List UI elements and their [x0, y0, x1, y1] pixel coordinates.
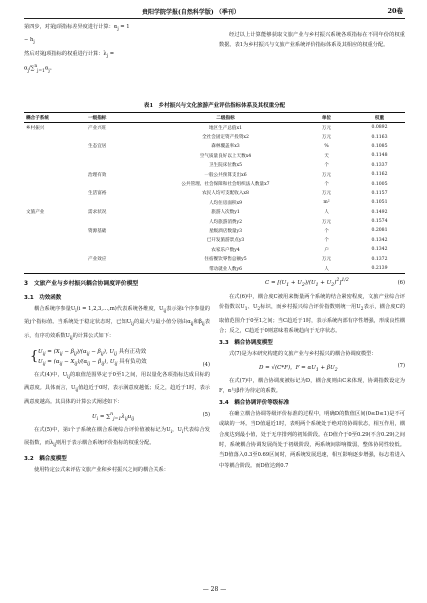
table-cell: 户 [324, 247, 329, 253]
table-cell: 0.1162 [371, 172, 388, 178]
table-cell: 产业效应 [88, 257, 107, 263]
efficacy-para: 耦合系统序参量$U_i(i$ = 1,2,3,…,m)代表系统各维度，$U_{ij}$表示第i个序参量的第j个指标值。当系统处于稳定状态时，已知$U_{ij}$的最大与最小值分别由$\alpha_{ij}$和$\beta_{ij}$表示，有序功效系数$U_{ij}$的计算公式如下： [24, 306, 210, 341]
coordination-model-para: 式(7)是为本研究构建的文旅产业与乡村振兴的耦合协调度模型： [229, 351, 377, 358]
table-cell: 生活富裕 [88, 191, 107, 197]
table-cell: 0.0892 [371, 125, 388, 131]
table-row [24, 179, 405, 188]
table-cell: 0.2081 [371, 228, 388, 234]
table-row [24, 208, 405, 217]
table-header-row [24, 113, 405, 123]
table-row [24, 142, 405, 151]
journal-name: 贵阳学院学报(自然科学版) （季刊） [142, 9, 240, 16]
col-header: 权重 [354, 113, 405, 123]
table-cell: 生态宜居 [88, 144, 107, 150]
table-cell [24, 254, 86, 263]
table-cell: 0.1005 [371, 181, 388, 187]
top-right-text [219, 30, 405, 51]
table-row [24, 132, 405, 141]
table-cell: 已开发旅游景点y3 [206, 238, 245, 244]
equation-number: (7) [397, 362, 405, 369]
table-cell: 公共管理、社会保障和社会组织法人数量x7 [181, 182, 270, 188]
table-caption: 表1 乡村振兴与文化旅游产业评估指标体系及其权重分配 [143, 103, 286, 109]
table-row [24, 226, 405, 235]
indicator-table [24, 112, 405, 274]
table-cell: 人均住房面积x9 [208, 200, 243, 206]
table-cell [86, 179, 152, 188]
formula-6: $C = [(U_1 + U_2)/(U_1 + U_2)^2]^{1/2}$ (6) [265, 278, 405, 288]
coupling-intro-para: 使用特定公式来评估文旅产业和乡村振兴之间的耦合关系： [34, 466, 169, 473]
table-cell [24, 132, 86, 141]
table-cell [24, 179, 86, 188]
u-range-para: 在式(4)中，$U_{ij}$的取值范围界定于0至1之间，用以量化各项指标达成目标的满意度。具体而言，$U_{ij}$值趋近于0时，表示满意度越低；反之，趋近于1时，表示满意度越高。其具体的计算公式阐述如下： [24, 371, 210, 405]
table-cell [24, 170, 86, 179]
table-cell [86, 151, 152, 160]
table-cell: 地区生产总值x1 [208, 125, 243, 131]
table-cell [86, 132, 152, 141]
col-header: 耦合子系统 [24, 113, 86, 123]
equation-number: (4) [202, 361, 210, 368]
table-cell: m² [323, 200, 330, 206]
left-column [24, 277, 210, 475]
table-cell: 空气质量良好以上天数x4 [199, 153, 252, 159]
table-cell: 带动就业人数y6 [152, 264, 299, 274]
table-cell: 个 [324, 182, 329, 188]
table-cell [24, 264, 86, 274]
formula-7: D = √(C*F)，$F = \alpha U_1 + \beta U_2$ (7) [259, 362, 405, 373]
table-cell: 0.1157 [371, 190, 388, 196]
subsection-heading-3-1: 3.1 功效函数 [24, 295, 62, 301]
table-cell: 人 [299, 264, 354, 274]
table-cell [24, 217, 86, 226]
grade-standard-para: 在确立耦合协调等级评价标准的过程中，明确D的数值区间(0≤D≤1)是不可或缺的一环。当D值逼近1时，表明两个系统处于绝对的协调状态，相互作用，耦合度达到最小值，处于无序排列的初始阶段。在D值介于0至0.29(不含0.29)之间时，系统耦合协调发展尚处于初级阶段，两系统间影响微弱，整体协同性较低。当D值落入0.3至0.69区间时，两系统发展迅速，相互影响逐步增强，标志着进入中等耦合阶段。而D值达到0.7 [219, 411, 405, 469]
table-row [24, 151, 405, 160]
coordination-desc-para: 在式(7)中，耦合协调度被标记为D，耦合度则由C来体现，协调指数设定为F，α与β作为待定的系数。 [219, 377, 405, 394]
weight-para: 然后对第j项指标的权重进行计算：$\lambda_j$ = $\alpha_j/\sum^n_{j=1}\alpha_j$。 [24, 50, 115, 74]
table-cell: 全社会固定资产投资x2 [202, 135, 249, 141]
table-cell: 治理有效 [88, 172, 107, 178]
table-cell [86, 236, 152, 245]
table-cell: 农家乐户数y4 [211, 247, 240, 253]
step4-para: 第四步，对第j项指标差异度进行计算：$\alpha_j = 1$ − $h_j$ [24, 24, 130, 46]
volume-label: 20卷 [387, 7, 403, 15]
composite-index-para: 在式(5)中，第i个子系统在耦合系统综合评价值被标记为$U_i$，$U_i$代表综合发展指数，而$\lambda_{ij}$则用于表示耦合系统评价指标的权重分配。 [24, 426, 210, 449]
table-cell: % [324, 143, 329, 149]
table-cell: 万元 [321, 191, 332, 197]
table-cell: 乡村振兴 [26, 125, 45, 131]
table-row [24, 264, 405, 274]
table-cell: 需求状况 [88, 210, 107, 216]
subsection-heading-3-3: 3.3 耦合协调度模型 [219, 340, 273, 347]
table-row [24, 236, 405, 245]
table-cell: 0.1342 [371, 237, 388, 243]
table-row [24, 245, 405, 254]
table-cell: 文旅产业 [26, 210, 45, 216]
table-cell [86, 217, 152, 226]
subsection-heading-3-4: 3.4 耦合协调评价等级标准 [219, 400, 290, 407]
right-column [219, 276, 405, 471]
table-cell [24, 236, 86, 245]
table-cell: 个 [324, 163, 329, 169]
table-cell: 森林覆盖率x3 [211, 144, 240, 150]
table-cell: 星级酒店数量y3 [208, 228, 243, 234]
table-cell [24, 198, 86, 207]
weights-intro-para: 经过以上计算能够获取文旅产业与乡村振兴系统各项指标在不同年份的权重数据。表1为乡村振兴与文旅产业系统评价指标体系及其相应的权重分配。 [219, 32, 405, 49]
col-header: 二级指标 [152, 113, 299, 123]
table-cell: 0.1148 [371, 153, 388, 159]
table-cell: 住宿餐饮零售总额y5 [204, 257, 247, 263]
equation-number: (5) [202, 411, 210, 418]
table-cell: 农民人均可支配收入x8 [202, 191, 249, 197]
formula-5: $U_i = \sum^n_{j=1}\lambda_{ij}u_{ij}$ (5) [92, 411, 210, 422]
table-cell [24, 142, 86, 151]
table-cell [86, 245, 152, 254]
table-cell: 0.1492 [371, 209, 388, 215]
table-cell: 万元 [321, 135, 332, 141]
table-row [24, 254, 405, 263]
table-cell: 0.1085 [371, 143, 388, 149]
table-cell: 个 [324, 228, 329, 234]
table-cell [24, 226, 86, 235]
table-cell [24, 245, 86, 254]
table-cell: 0.1163 [371, 134, 388, 140]
table-cell: 人均旅游消费y2 [208, 219, 243, 225]
table-cell: 万元 [321, 257, 332, 263]
table-cell: 产业兴旺 [88, 125, 107, 131]
table-row [24, 161, 405, 170]
table-cell: 一般公共预算支出x6 [204, 172, 247, 178]
table-cell: 0.2139 [354, 264, 405, 274]
subsection-heading-3-2: 3.2 耦合度模型 [24, 455, 67, 462]
table-row [24, 189, 405, 198]
table-block [24, 101, 405, 274]
table-row [24, 170, 405, 179]
table-cell: 万元 [321, 219, 332, 225]
equation-number: (6) [397, 280, 405, 286]
table-cell: 0.1574 [371, 219, 388, 225]
table-cell [24, 161, 86, 170]
table-cell: 0.1337 [371, 162, 388, 168]
table-cell: 万元 [321, 125, 332, 131]
table-cell: 0.1342 [371, 247, 388, 253]
running-header [24, 6, 405, 19]
col-header: 一级指标 [86, 113, 152, 123]
section-heading-3: 3 文旅产业与乡村振兴耦合协调度评价模型 [24, 281, 139, 287]
coupling-degree-para: 在式(6)中，耦合度C被用来衡量两个系统的结合紧密程度，文旅产业综合评价指数以$U_1$、$U_2$标识，而乡村振兴综合评价指数则统一用$U_2$表示，耦合度C的取值范围介于0至1之间；当C趋近于1时，表示系统内部有序性增强，形成良性耦合；反之，C趋近于0则意味着系统趋向于无序状态。 [219, 294, 406, 334]
table-cell: 旅游人次数y1 [211, 210, 240, 216]
table-cell [86, 161, 152, 170]
table-cell: 万元 [321, 172, 332, 178]
table-cell: 个 [324, 238, 329, 244]
table-cell [86, 198, 152, 207]
table-cell: 卫生院床位数x5 [208, 163, 243, 169]
table-cell: 0.1051 [371, 200, 388, 206]
table-cell: 天 [324, 153, 329, 159]
top-left-text [24, 22, 210, 77]
formula-4: { $U_{ij} = (X_{ij} - \beta_{ij})/(\alpha_{ij} - \beta_{ij})$, $U_{ij}$ 具有正功效 $U_{ij} = (\alpha_{ij} - X_{ij})/(\alpha_{ij} - \beta_{ij})$, $U_{ij}$ 具有负功效 (4) [30, 348, 210, 368]
table-row [24, 198, 405, 207]
table-cell [86, 264, 152, 274]
table-row [24, 217, 405, 226]
table-cell: 0.1372 [371, 256, 388, 262]
table-row [24, 123, 405, 133]
page-number: — 28 — [202, 586, 227, 593]
table-cell: 资源基础 [88, 228, 107, 234]
table-cell [24, 189, 86, 198]
col-header: 单位 [299, 113, 354, 123]
table-cell [24, 151, 86, 160]
table-cell: 人 [324, 210, 329, 216]
